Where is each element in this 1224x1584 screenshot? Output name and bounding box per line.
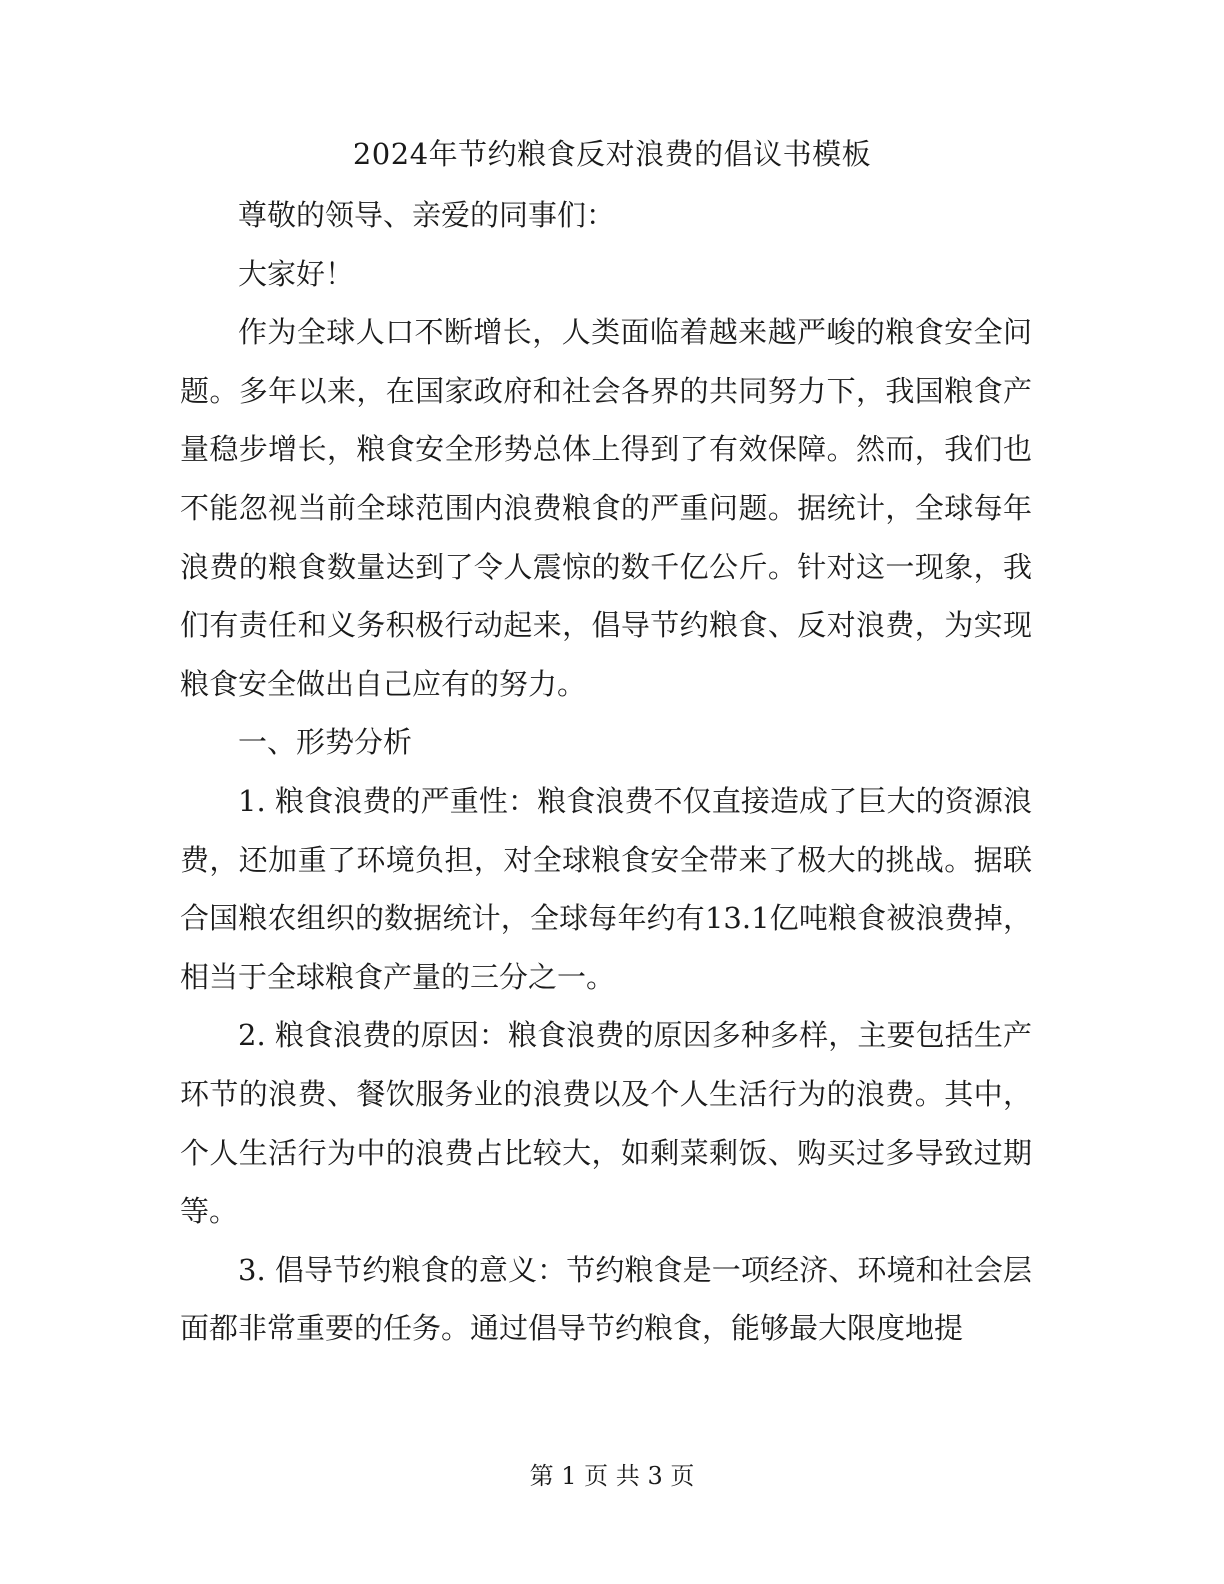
salutation: 尊敬的领导、亲爱的同事们： [238,198,616,232]
section-heading: 一、形势分析 [238,725,413,760]
document-body [180,186,1032,1358]
page-number-footer: 第 1 页 共 3 页 [529,1462,695,1490]
point-2-paragraph: 2. 粮食浪费的原因：粮食浪费的原因多种多样，主要包括生产环节的浪费、餐饮服务业的浪费以及个人生活行为的浪费。其中，个人生活行为中的浪费占比较大，如剩菜剩饭、购买过多导致过期等。 [180,1018,1032,1229]
greeting: 大家好！ [238,256,355,291]
point-1-paragraph: 1. 粮食浪费的严重性：粮食浪费不仅直接造成了巨大的资源浪费，还加重了环境负担，对全球粮食安全带来了极大的挑战。据联合国粮农组织的数据统计，全球每年约有13.1亿吨粮食被浪费掉，相当于全球粮食产量的三分之一。 [180,783,1032,994]
point-3-paragraph: 3. 倡导节约粮食的意义：节约粮食是一项经济、环境和社会层面都非常重要的任务。通过倡导节约粮食，能够最大限度地提 [180,1252,1032,1346]
document-title: 2024年节约粮食反对浪费的倡议书模板 [352,137,872,171]
intro-paragraph: 作为全球人口不断增长，人类面临着越来越严峻的粮食安全问题。多年以来，在国家政府和社会各界的共同努力下，我国粮食产量稳步增长，粮食安全形势总体上得到了有效保障。然而，我们也不能忽视当前全球范围内浪费粮食的严重问题。据统计，全球每年浪费的粮食数量达到了令人震惊的数千亿公斤。针对这一现象，我们有责任和义务积极行动起来，倡导节约粮食、反对浪费，为实现粮食安全做出自己应有的努力。 [180,315,1032,701]
